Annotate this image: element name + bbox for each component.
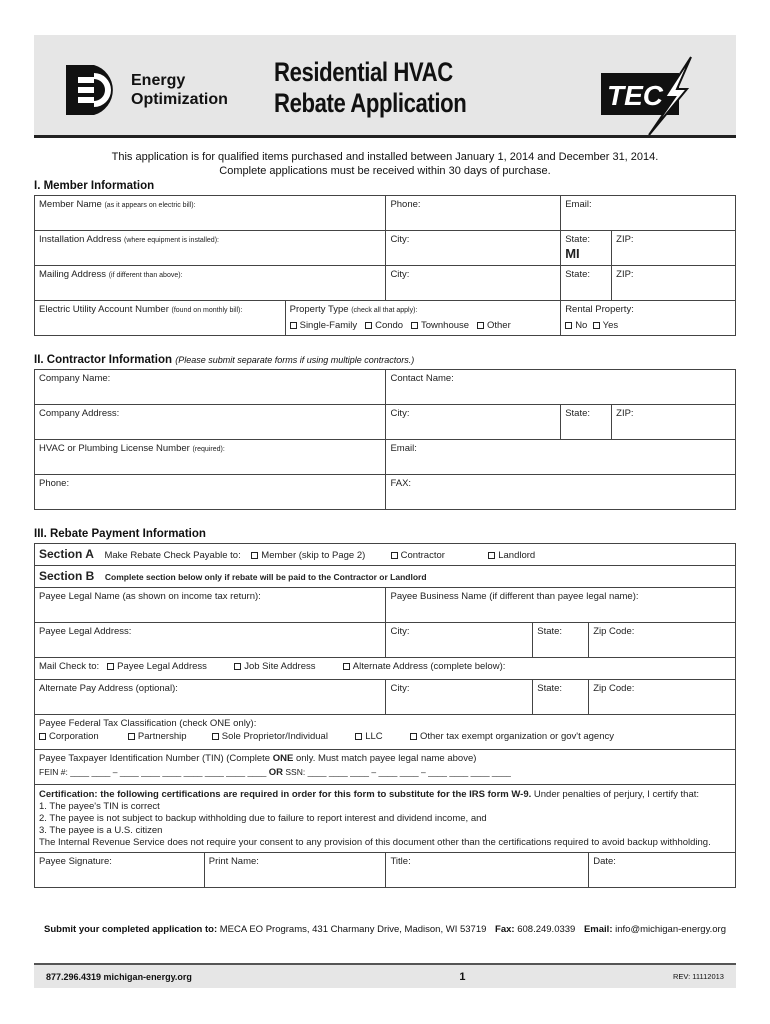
logo-text	[131, 71, 228, 109]
rental-yes-checkbox[interactable]	[593, 320, 619, 331]
print-name-field[interactable]: Print Name:	[204, 853, 386, 888]
property-option-label: Townhouse	[421, 320, 470, 331]
fax-label: Fax:	[495, 924, 515, 935]
member-name-field[interactable]	[35, 196, 386, 231]
license-label: HVAC or Plumbing License Number	[39, 443, 190, 454]
tax-option-label: LLC	[365, 731, 383, 742]
mail-alternate-checkbox[interactable]	[343, 661, 506, 672]
property-option-label: Single-Family	[299, 320, 358, 331]
payable-member-checkbox[interactable]	[251, 550, 365, 561]
revision: REV: 11112013	[672, 972, 724, 981]
contractor-fax-field[interactable]: FAX:	[386, 475, 736, 510]
license-number-field[interactable]	[35, 440, 386, 475]
tec-logo-text: TEC	[607, 80, 663, 111]
payee-legal-address-field[interactable]: Payee Legal Address:	[35, 623, 386, 658]
account-number-field[interactable]	[35, 301, 286, 336]
contractor-title: II. Contractor Information	[34, 354, 172, 366]
mail-option-label: Payee Legal Address	[117, 661, 207, 672]
mail-option-label: Job Site Address	[244, 661, 316, 672]
property-option-label: Condo	[375, 320, 404, 331]
checkbox-icon	[128, 733, 135, 740]
checkbox-icon	[212, 733, 219, 740]
mail-option-label: Alternate Address (complete below):	[352, 661, 506, 672]
fein-input[interactable]: ____ ____ – ____ ____ ____ ____ ____ ____ ____	[70, 767, 267, 777]
intro-line-2: Complete applications must be received within 30 days of purchase.	[219, 165, 551, 177]
energy-optimization-logo-icon	[64, 63, 124, 117]
payable-option-label: Member (skip to Page 2)	[261, 550, 366, 561]
payable-landlord-checkbox[interactable]	[488, 550, 535, 561]
section-a-row	[35, 544, 736, 566]
checkbox-icon	[477, 322, 484, 329]
checkbox-icon	[251, 552, 258, 559]
mailing-state-field[interactable]: State:	[561, 266, 612, 301]
contact-name-field[interactable]: Contact Name:	[386, 370, 736, 405]
mailing-address-field[interactable]	[35, 266, 386, 301]
property-other-checkbox[interactable]	[477, 320, 511, 331]
license-note: (required):	[192, 446, 225, 453]
contractor-section-title	[34, 354, 736, 369]
member-name-note: (as it appears on electric bill):	[104, 202, 196, 209]
tin-label	[39, 753, 731, 764]
tax-partnership-checkbox[interactable]	[128, 731, 187, 742]
fein-label: FEIN #:	[39, 767, 68, 777]
submit-address-text: MECA EO Programs, 431 Charmany Drive, Madison, WI 53719	[217, 924, 487, 935]
logo-line-1: Energy	[131, 72, 186, 89]
section-b-note: Complete section below only if rebate will be paid to the Contractor or Landlord	[104, 572, 427, 582]
form-page	[34, 35, 736, 935]
install-label: Installation Address	[39, 234, 122, 245]
tax-other-checkbox[interactable]	[410, 731, 614, 742]
member-section-title: I. Member Information	[34, 180, 155, 192]
payable-contractor-checkbox[interactable]	[391, 550, 445, 561]
installation-zip-field[interactable]: ZIP:	[612, 231, 736, 266]
submit-address	[44, 924, 486, 935]
contractor-note: (Please submit separate forms if using multiple contractors.)	[175, 355, 415, 365]
rental-no-checkbox[interactable]	[565, 320, 587, 331]
cert-item: 3. The payee is a U.S. citizen	[39, 825, 163, 836]
checkbox-icon	[410, 733, 417, 740]
tax-option-label: Partnership	[137, 731, 187, 742]
cert-irs: The Internal Revenue Service does not require your consent to any provision of this document other than the certifications required to avoid backup withholding.	[39, 837, 711, 848]
submit-fax	[495, 924, 575, 935]
payment-info-table	[34, 543, 736, 888]
rental-label: Rental Property:	[565, 304, 634, 315]
install-state-label: State:	[565, 234, 591, 245]
date-field[interactable]: Date:	[589, 853, 736, 888]
member-phone-field[interactable]: Phone:	[386, 196, 561, 231]
install-state-value: MI	[565, 246, 580, 261]
member-info-table	[34, 195, 736, 336]
tax-llc-checkbox[interactable]	[355, 731, 382, 742]
checkbox-icon	[488, 552, 495, 559]
payee-city-field[interactable]: City:	[386, 623, 533, 658]
checkbox-icon	[391, 552, 398, 559]
installation-city-field[interactable]: City:	[386, 231, 561, 266]
rental-option-label: No	[575, 320, 588, 331]
contractor-zip-field[interactable]: ZIP:	[612, 405, 736, 440]
checkbox-icon	[234, 663, 241, 670]
mail-check-label: Mail Check to:	[39, 661, 100, 672]
checkbox-icon	[411, 322, 418, 329]
sig-title-field[interactable]: Title:	[386, 853, 589, 888]
mail-job-site-checkbox[interactable]	[234, 661, 315, 672]
property-type-field	[285, 301, 561, 336]
installation-state-field[interactable]	[561, 231, 612, 266]
title-line-2: Rebate Application	[274, 88, 467, 118]
ssn-label: SSN:	[285, 767, 306, 777]
alt-pay-address-field[interactable]: Alternate Pay Address (optional):	[35, 680, 386, 715]
payee-business-name-field[interactable]: Payee Business Name (if different than payee legal name):	[386, 588, 736, 623]
rental-property-field	[561, 301, 736, 336]
company-name-field[interactable]: Company Name:	[35, 370, 386, 405]
footer-contact: 877.296.4319 michigan-energy.org	[46, 971, 192, 982]
submit-label: Submit your completed application to:	[44, 924, 218, 935]
section-b-row	[35, 566, 736, 588]
cert-item: 1. The payee's TIN is correct	[39, 801, 160, 812]
contractor-info-table	[34, 369, 736, 510]
section-a-label: Section A	[39, 547, 94, 561]
header-banner	[34, 35, 736, 138]
payee-zip-field[interactable]: Zip Code:	[589, 623, 736, 658]
tax-classification-row	[35, 715, 736, 750]
tec-logo-icon	[599, 55, 699, 135]
property-single-family-checkbox[interactable]	[290, 320, 358, 331]
member-name-label: Member Name	[39, 199, 102, 210]
payable-label: Make Rebate Check Payable to:	[104, 550, 241, 561]
mailing-note: (if different than above):	[108, 272, 183, 279]
account-label: Electric Utility Account Number	[39, 304, 169, 315]
certification-block	[35, 785, 736, 853]
intro-line-1: This application is for qualified items purchased and installed between January 1, 2014 and December 31, 2014.	[111, 151, 659, 163]
tax-class-label: Payee Federal Tax Classification (check ONE only):	[39, 718, 257, 729]
intro-text	[34, 150, 736, 178]
tax-option-label: Corporation	[49, 731, 99, 742]
title-line-1: Residential HVAC	[274, 57, 453, 87]
mailing-label: Mailing Address	[39, 269, 107, 280]
property-condo-checkbox[interactable]	[365, 320, 403, 331]
payment-section-title: III. Rebate Payment Information	[34, 528, 206, 540]
payee-state-field[interactable]: State:	[533, 623, 589, 658]
alt-city-field[interactable]: City:	[386, 680, 533, 715]
payable-option-label: Contractor	[400, 550, 445, 561]
alt-state-field[interactable]: State:	[533, 680, 589, 715]
checkbox-icon	[565, 322, 572, 329]
payee-signature-field[interactable]: Payee Signature:	[35, 853, 205, 888]
page-number: 1	[459, 970, 466, 983]
checkbox-icon	[365, 322, 372, 329]
checkbox-icon	[355, 733, 362, 740]
member-email-field[interactable]: Email:	[561, 196, 736, 231]
mail-check-row	[35, 658, 736, 680]
payable-option-label: Landlord	[498, 550, 536, 561]
mailing-zip-field[interactable]: ZIP:	[612, 266, 736, 301]
alt-zip-field[interactable]: Zip Code:	[589, 680, 736, 715]
email-label: Email:	[583, 924, 613, 935]
rental-option-label: Yes	[602, 320, 619, 331]
tax-option-label: Other tax exempt organization or gov't agency	[419, 731, 614, 742]
or-label: OR	[268, 767, 283, 778]
checkbox-icon	[290, 322, 297, 329]
contractor-phone-field[interactable]: Phone:	[35, 475, 386, 510]
ssn-input[interactable]: ____ ____ ____ – ____ ____ – ____ ____ ____ ____	[307, 767, 511, 777]
fax-value: 608.249.0339	[514, 924, 576, 935]
tax-corporation-checkbox[interactable]	[39, 731, 99, 742]
checkbox-icon	[107, 663, 114, 670]
install-note: (where equipment is installed):	[124, 237, 219, 244]
tin-label-a: Payee Taxpayer Identification Number (TIN) (Complete	[39, 753, 273, 764]
tin-row	[35, 750, 736, 785]
submit-email	[584, 924, 726, 935]
email-value: info@michigan-energy.org	[612, 924, 726, 935]
tax-option-label: Sole Proprietor/Individual	[221, 731, 328, 742]
tin-label-one: ONE	[272, 753, 294, 764]
logo-line-2: Optimization	[131, 91, 228, 108]
contractor-city-field[interactable]: City:	[386, 405, 561, 440]
section-b-label: Section B	[39, 569, 95, 583]
tin-label-b: only. Must match payee legal name above)	[293, 753, 477, 764]
account-note: (found on monthly bill):	[171, 307, 243, 314]
company-address-field[interactable]: Company Address:	[35, 405, 386, 440]
property-note: (check all that apply):	[351, 307, 418, 314]
submit-line	[34, 924, 736, 935]
cert-bold: Certification: the following certifications are required in order for this form to substitute for the IRS form W-9.	[39, 789, 532, 800]
contractor-email-field[interactable]: Email:	[386, 440, 736, 475]
mail-payee-address-checkbox[interactable]	[107, 661, 207, 672]
tax-sole-proprietor-checkbox[interactable]	[212, 731, 328, 742]
cert-rest: Under penalties of perjury, I certify that:	[531, 789, 699, 800]
checkbox-icon	[39, 733, 46, 740]
property-label: Property Type	[289, 304, 349, 315]
page-title	[274, 57, 466, 119]
payee-legal-name-field[interactable]: Payee Legal Name (as shown on income tax return):	[35, 588, 386, 623]
property-option-label: Other	[486, 320, 511, 331]
property-townhouse-checkbox[interactable]	[411, 320, 469, 331]
checkbox-icon	[593, 322, 600, 329]
cert-item: 2. The payee is not subject to backup withholding due to failure to report interest and dividend income, and	[39, 813, 487, 824]
footer-bar	[34, 963, 736, 988]
installation-address-field[interactable]	[35, 231, 386, 266]
contractor-state-field[interactable]: State:	[561, 405, 612, 440]
checkbox-icon	[343, 663, 350, 670]
mailing-city-field[interactable]: City:	[386, 266, 561, 301]
